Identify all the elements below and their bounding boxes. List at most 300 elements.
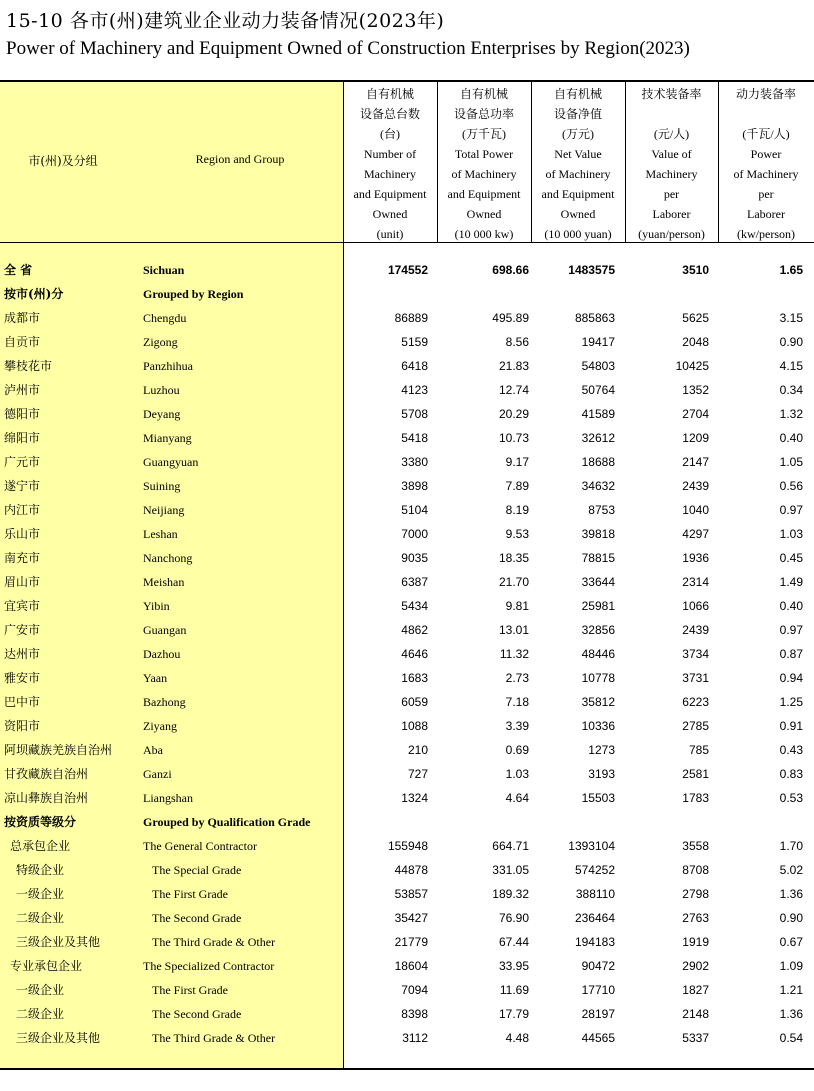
- header-line: Owned: [372, 207, 408, 221]
- total-power-cell: 331.05: [492, 863, 529, 877]
- total-power-cell: 1.03: [505, 767, 529, 781]
- power-per-laborer-cell: 1.65: [779, 263, 803, 277]
- machinery-count-cell: 155948: [387, 839, 428, 853]
- header-line: 动力装备率: [735, 87, 796, 101]
- power-per-laborer-cell: 1.03: [779, 527, 803, 541]
- header-line: (万千瓦): [462, 127, 506, 141]
- region-name-en: Suining: [143, 479, 181, 493]
- value-per-laborer-cell: 2798: [682, 887, 709, 901]
- table-row: [0, 906, 814, 930]
- region-name-cn: 德阳市: [4, 407, 41, 421]
- region-name-en: Neijiang: [143, 503, 185, 517]
- header-line: (unit): [376, 227, 404, 241]
- header-line: Value of: [651, 147, 692, 161]
- header-line: (10 000 yuan): [544, 227, 612, 241]
- region-name-cn: 甘孜藏族自治州: [4, 767, 89, 781]
- value-per-laborer-cell: 5337: [682, 1031, 709, 1045]
- machinery-count-cell: 1324: [401, 791, 428, 805]
- net-value-cell: 41589: [581, 407, 615, 421]
- header-line: (元/人): [653, 127, 690, 141]
- total-power-cell: 76.90: [498, 911, 529, 925]
- total-power-cell: 3.39: [505, 719, 529, 733]
- header-region-en: Region and Group: [195, 152, 285, 166]
- bottom-rule: [0, 1068, 814, 1070]
- power-per-laborer-cell: 0.34: [779, 383, 803, 397]
- region-name-en: The First Grade: [152, 887, 228, 901]
- region-name-cn: 三级企业及其他: [16, 1031, 101, 1045]
- region-name-en: Grouped by Region: [143, 287, 244, 301]
- table-row: [0, 786, 814, 810]
- power-per-laborer-cell: 1.09: [779, 959, 803, 973]
- total-power-cell: 698.66: [492, 263, 529, 277]
- power-per-laborer-cell: 1.70: [779, 839, 803, 853]
- net-value-cell: 236464: [574, 911, 615, 925]
- machinery-count-cell: 6387: [401, 575, 428, 589]
- header-line: (千瓦/人): [742, 127, 790, 141]
- table-title-chinese: 15-10 各市(州)建筑业企业动力装备情况(2023年): [6, 10, 445, 32]
- power-per-laborer-cell: 0.87: [779, 647, 803, 661]
- machinery-count-cell: 4862: [401, 623, 428, 637]
- header-line: of Machinery: [545, 167, 611, 181]
- machinery-count-cell: 727: [407, 767, 428, 781]
- power-per-laborer-cell: 1.36: [779, 887, 803, 901]
- total-power-cell: 7.89: [505, 479, 529, 493]
- value-per-laborer-cell: 1827: [682, 983, 709, 997]
- region-name-en: Leshan: [143, 527, 178, 541]
- region-name-cn: 雅安市: [4, 671, 41, 685]
- region-name-cn: 特级企业: [16, 863, 65, 877]
- value-per-laborer-cell: 2147: [682, 455, 709, 469]
- power-per-laborer-cell: 0.97: [779, 623, 803, 637]
- region-name-en: Ganzi: [143, 767, 172, 781]
- table-row: [0, 546, 814, 570]
- region-name-cn: 绵阳市: [4, 431, 41, 445]
- machinery-count-cell: 3898: [401, 479, 428, 493]
- total-power-cell: 664.71: [492, 839, 529, 853]
- header-total-power: [437, 84, 531, 242]
- machinery-count-cell: 5434: [401, 599, 428, 613]
- region-name-en: The Special Grade: [152, 863, 242, 877]
- header-line: and Equipment: [353, 187, 427, 201]
- header-line: Machinery: [645, 167, 698, 181]
- value-per-laborer-cell: 2902: [682, 959, 709, 973]
- net-value-cell: 1393104: [568, 839, 615, 853]
- machinery-count-cell: 18604: [394, 959, 428, 973]
- header-line: Machinery: [364, 167, 416, 181]
- table-row: [0, 882, 814, 906]
- table-row: [0, 858, 814, 882]
- power-per-laborer-cell: 1.49: [779, 575, 803, 589]
- region-name-cn: 阿坝藏族羌族自治州: [4, 743, 113, 757]
- machinery-count-cell: 35427: [394, 911, 428, 925]
- net-value-cell: 19417: [581, 335, 615, 349]
- region-name-cn: 凉山彝族自治州: [4, 791, 89, 805]
- table-row: [0, 450, 814, 474]
- machinery-count-cell: 1088: [401, 719, 428, 733]
- net-value-cell: 44565: [581, 1031, 615, 1045]
- net-value-cell: 17710: [581, 983, 615, 997]
- total-power-cell: 11.69: [499, 983, 529, 997]
- header-power-per-laborer: [718, 84, 814, 242]
- total-power-cell: 9.17: [505, 455, 529, 469]
- total-power-cell: 10.73: [498, 431, 529, 445]
- net-value-cell: 32612: [581, 431, 615, 445]
- net-value-cell: 1483575: [568, 263, 615, 277]
- header-line: Owned: [466, 207, 502, 221]
- net-value-cell: 388110: [575, 887, 615, 901]
- net-value-cell: 10778: [581, 671, 615, 685]
- machinery-count-cell: 1683: [401, 671, 428, 685]
- power-per-laborer-cell: 0.40: [779, 599, 803, 613]
- table-row: [0, 282, 814, 306]
- net-value-cell: 32856: [581, 623, 615, 637]
- value-per-laborer-cell: 2048: [682, 335, 709, 349]
- net-value-cell: 39818: [581, 527, 615, 541]
- total-power-cell: 189.32: [492, 887, 529, 901]
- header-net-value: [531, 84, 625, 242]
- machinery-count-cell: 21779: [394, 935, 428, 949]
- net-value-cell: 50764: [581, 383, 615, 397]
- value-per-laborer-cell: 5625: [682, 311, 709, 325]
- total-power-cell: 9.53: [505, 527, 529, 541]
- table-row: [0, 642, 814, 666]
- machinery-count-cell: 3380: [401, 455, 428, 469]
- value-per-laborer-cell: 2314: [682, 575, 709, 589]
- value-per-laborer-cell: 1040: [682, 503, 709, 517]
- region-name-en: Dazhou: [143, 647, 181, 661]
- value-per-laborer-cell: 10425: [675, 359, 709, 373]
- header-line: 自有机械: [553, 87, 602, 101]
- region-name-en: The Second Grade: [152, 1007, 242, 1021]
- region-name-en: Grouped by Qualification Grade: [143, 815, 311, 829]
- table-row: [0, 810, 814, 834]
- region-name-en: Liangshan: [143, 791, 193, 805]
- table-row: [0, 954, 814, 978]
- total-power-cell: 495.89: [492, 311, 529, 325]
- header-line: per: [758, 187, 774, 201]
- power-per-laborer-cell: 0.97: [779, 503, 803, 517]
- header-line: 技术装备率: [641, 87, 702, 101]
- header-line: and Equipment: [447, 187, 521, 201]
- power-per-laborer-cell: 0.45: [779, 551, 803, 565]
- power-per-laborer-cell: 0.67: [779, 935, 803, 949]
- header-line: (10 000 kw): [454, 227, 514, 241]
- header-line: (万元): [562, 127, 594, 141]
- net-value-cell: 18688: [581, 455, 615, 469]
- value-per-laborer-cell: 785: [688, 743, 709, 757]
- header-line: Laborer: [747, 207, 785, 221]
- total-power-cell: 11.32: [499, 647, 529, 661]
- net-value-cell: 194183: [574, 935, 615, 949]
- table-row: [0, 834, 814, 858]
- region-name-en: The First Grade: [152, 983, 228, 997]
- net-value-cell: 10336: [581, 719, 615, 733]
- region-name-cn: 达州市: [4, 647, 41, 661]
- machinery-count-cell: 7094: [401, 983, 428, 997]
- header-line: (yuan/person): [638, 227, 705, 241]
- machinery-count-cell: 3112: [402, 1031, 428, 1045]
- region-name-cn: 总承包企业: [10, 839, 71, 853]
- header-line: 设备净值: [553, 107, 602, 121]
- header-line: Number of: [363, 147, 417, 161]
- region-name-cn: 按资质等级分: [4, 815, 77, 829]
- total-power-cell: 7.18: [505, 695, 529, 709]
- power-per-laborer-cell: 1.21: [779, 983, 803, 997]
- region-name-en: The Specialized Contractor: [143, 959, 275, 973]
- net-value-cell: 54803: [581, 359, 615, 373]
- table-row: [0, 330, 814, 354]
- region-name-cn: 二级企业: [16, 911, 65, 925]
- table-title-english: Power of Machinery and Equipment Owned of Construction Enterprises by Region(2023): [6, 38, 690, 59]
- net-value-cell: 78815: [581, 551, 615, 565]
- table-body: [0, 258, 814, 1050]
- header-region-cn: 市(州)及分组: [28, 154, 98, 168]
- net-value-cell: 1273: [588, 743, 615, 757]
- region-name-cn: 按市(州)分: [4, 287, 64, 301]
- table-row: [0, 402, 814, 426]
- region-name-en: Aba: [143, 743, 163, 757]
- power-per-laborer-cell: 0.53: [779, 791, 803, 805]
- table-row: [0, 378, 814, 402]
- region-name-cn: 眉山市: [4, 575, 41, 589]
- total-power-cell: 0.69: [505, 743, 529, 757]
- region-name-en: Guangan: [143, 623, 187, 637]
- header-line: and Equipment: [541, 187, 615, 201]
- table-row: [0, 618, 814, 642]
- table-row: [0, 714, 814, 738]
- power-per-laborer-cell: 0.43: [779, 743, 803, 757]
- header-machinery-count: [343, 84, 437, 242]
- region-name-cn: 一级企业: [16, 887, 65, 901]
- region-name-en: The General Contractor: [143, 839, 257, 853]
- value-per-laborer-cell: 1783: [682, 791, 709, 805]
- header-rule: [0, 242, 814, 243]
- header-line: Power: [750, 147, 782, 161]
- net-value-cell: 35812: [581, 695, 615, 709]
- value-per-laborer-cell: 2148: [682, 1007, 709, 1021]
- region-name-en: Yibin: [143, 599, 170, 613]
- header-line: 自有机械: [459, 87, 508, 101]
- value-per-laborer-cell: 3731: [682, 671, 709, 685]
- value-per-laborer-cell: 1209: [682, 431, 709, 445]
- net-value-cell: 34632: [581, 479, 615, 493]
- total-power-cell: 18.35: [498, 551, 529, 565]
- machinery-count-cell: 8398: [401, 1007, 428, 1021]
- table-row: [0, 690, 814, 714]
- value-per-laborer-cell: 1919: [682, 935, 709, 949]
- table-row: [0, 474, 814, 498]
- machinery-count-cell: 86889: [394, 311, 428, 325]
- total-power-cell: 67.44: [498, 935, 529, 949]
- value-per-laborer-cell: 1936: [682, 551, 709, 565]
- region-name-cn: 南充市: [4, 551, 41, 565]
- region-name-cn: 自贡市: [4, 335, 41, 349]
- power-per-laborer-cell: 0.56: [779, 479, 803, 493]
- header-line: Net Value: [554, 147, 602, 161]
- header-value-per-laborer: [625, 84, 718, 242]
- value-per-laborer-cell: 1066: [682, 599, 709, 613]
- table-row: [0, 666, 814, 690]
- net-value-cell: 8753: [588, 503, 615, 517]
- region-name-cn: 广元市: [4, 455, 41, 469]
- header-line: Owned: [560, 207, 596, 221]
- region-name-cn: 广安市: [4, 623, 41, 637]
- machinery-count-cell: 210: [407, 743, 428, 757]
- header-line: (kw/person): [737, 227, 795, 241]
- region-name-en: Zigong: [143, 335, 178, 349]
- region-name-cn: 宜宾市: [4, 599, 41, 613]
- value-per-laborer-cell: 2439: [682, 479, 709, 493]
- region-name-cn: 泸州市: [4, 383, 41, 397]
- net-value-cell: 25981: [581, 599, 615, 613]
- table-row: [0, 258, 814, 282]
- power-per-laborer-cell: 0.91: [779, 719, 803, 733]
- region-name-cn: 二级企业: [16, 1007, 65, 1021]
- power-per-laborer-cell: 1.36: [779, 1007, 803, 1021]
- region-name-cn: 专业承包企业: [10, 959, 83, 973]
- total-power-cell: 20.29: [498, 407, 529, 421]
- value-per-laborer-cell: 6223: [682, 695, 709, 709]
- region-name-en: Yaan: [143, 671, 168, 685]
- table-row: [0, 594, 814, 618]
- total-power-cell: 21.70: [498, 575, 529, 589]
- machinery-count-cell: 5418: [401, 431, 428, 445]
- table-row: [0, 1026, 814, 1050]
- table-row: [0, 354, 814, 378]
- value-per-laborer-cell: 2785: [682, 719, 709, 733]
- value-per-laborer-cell: 3734: [682, 647, 709, 661]
- region-name-en: The Third Grade & Other: [152, 935, 276, 949]
- total-power-cell: 8.56: [505, 335, 529, 349]
- total-power-cell: 2.73: [505, 671, 529, 685]
- total-power-cell: 17.79: [498, 1007, 529, 1021]
- region-name-en: Bazhong: [143, 695, 186, 709]
- total-power-cell: 33.95: [498, 959, 529, 973]
- value-per-laborer-cell: 3510: [682, 263, 709, 277]
- net-value-cell: 15503: [581, 791, 615, 805]
- header-line: (台): [380, 127, 400, 141]
- power-per-laborer-cell: 4.15: [779, 359, 803, 373]
- total-power-cell: 8.19: [505, 503, 529, 517]
- power-per-laborer-cell: 0.40: [779, 431, 803, 445]
- machinery-count-cell: 44878: [394, 863, 428, 877]
- value-per-laborer-cell: 3558: [682, 839, 709, 853]
- total-power-cell: 13.01: [498, 623, 529, 637]
- machinery-count-cell: 4123: [401, 383, 428, 397]
- net-value-cell: 48446: [581, 647, 615, 661]
- header-line: of Machinery: [733, 167, 799, 181]
- net-value-cell: 28197: [581, 1007, 615, 1021]
- header-line: 设备总功率: [453, 107, 514, 121]
- region-name-cn: 三级企业及其他: [16, 935, 101, 949]
- net-value-cell: 33644: [581, 575, 615, 589]
- value-per-laborer-cell: 8708: [682, 863, 709, 877]
- value-per-laborer-cell: 2439: [682, 623, 709, 637]
- net-value-cell: 90472: [581, 959, 615, 973]
- header-line: 自有机械: [365, 87, 414, 101]
- region-name-en: Luzhou: [143, 383, 180, 397]
- region-name-cn: 攀枝花市: [4, 359, 53, 373]
- machinery-count-cell: 53857: [394, 887, 428, 901]
- region-name-en: Meishan: [143, 575, 185, 589]
- machinery-count-cell: 7000: [401, 527, 428, 541]
- table-row: [0, 306, 814, 330]
- power-per-laborer-cell: 5.02: [779, 863, 803, 877]
- region-name-cn: 乐山市: [4, 527, 41, 541]
- power-per-laborer-cell: 3.15: [779, 311, 803, 325]
- table-row: [0, 930, 814, 954]
- machinery-count-cell: 5159: [401, 335, 428, 349]
- region-name-en: The Third Grade & Other: [152, 1031, 276, 1045]
- region-name-en: The Second Grade: [152, 911, 242, 925]
- net-value-cell: 3193: [588, 767, 615, 781]
- power-per-laborer-cell: 1.05: [779, 455, 803, 469]
- value-per-laborer-cell: 1352: [682, 383, 709, 397]
- region-name-cn: 巴中市: [4, 695, 41, 709]
- value-per-laborer-cell: 2763: [682, 911, 709, 925]
- power-per-laborer-cell: 0.94: [779, 671, 803, 685]
- table-row: [0, 978, 814, 1002]
- region-name-cn: 一级企业: [16, 983, 65, 997]
- total-power-cell: 21.83: [498, 359, 529, 373]
- header-line: Total Power: [454, 147, 514, 161]
- machinery-count-cell: 4646: [401, 647, 428, 661]
- power-per-laborer-cell: 1.25: [779, 695, 803, 709]
- value-per-laborer-cell: 2581: [682, 767, 709, 781]
- region-name-en: Chengdu: [143, 311, 187, 325]
- net-value-cell: 574252: [574, 863, 615, 877]
- region-name-en: Ziyang: [143, 719, 177, 733]
- total-power-cell: 4.48: [505, 1031, 529, 1045]
- table-row: [0, 1002, 814, 1026]
- machinery-count-cell: 5104: [401, 503, 428, 517]
- table-row: [0, 426, 814, 450]
- power-per-laborer-cell: 0.54: [779, 1031, 803, 1045]
- header-line: per: [663, 187, 680, 201]
- header-line: [625, 104, 718, 124]
- region-name-cn: 全 省: [4, 263, 33, 277]
- machinery-count-cell: 9035: [401, 551, 428, 565]
- machinery-count-cell: 5708: [401, 407, 428, 421]
- power-per-laborer-cell: 0.83: [779, 767, 803, 781]
- region-name-cn: 资阳市: [4, 719, 41, 733]
- header-line: [718, 104, 814, 124]
- net-value-cell: 885863: [574, 311, 615, 325]
- region-name-en: Deyang: [143, 407, 181, 421]
- power-per-laborer-cell: 1.32: [779, 407, 803, 421]
- header-line: 设备总台数: [359, 107, 420, 121]
- table-row: [0, 570, 814, 594]
- power-per-laborer-cell: 0.90: [779, 911, 803, 925]
- region-name-cn: 内江市: [4, 503, 41, 517]
- value-per-laborer-cell: 2704: [682, 407, 709, 421]
- header-line: Laborer: [652, 207, 691, 221]
- table-row: [0, 498, 814, 522]
- total-power-cell: 9.81: [505, 599, 529, 613]
- header-line: of Machinery: [451, 167, 517, 181]
- region-name-en: Guangyuan: [143, 455, 199, 469]
- region-name-en: Panzhihua: [143, 359, 193, 373]
- machinery-count-cell: 6059: [401, 695, 428, 709]
- power-per-laborer-cell: 0.90: [779, 335, 803, 349]
- value-per-laborer-cell: 4297: [682, 527, 709, 541]
- table-row: [0, 738, 814, 762]
- region-name-en: Sichuan: [143, 263, 185, 277]
- region-name-cn: 成都市: [4, 311, 41, 325]
- total-power-cell: 12.74: [498, 383, 529, 397]
- region-name-en: Nanchong: [143, 551, 193, 565]
- table-row: [0, 522, 814, 546]
